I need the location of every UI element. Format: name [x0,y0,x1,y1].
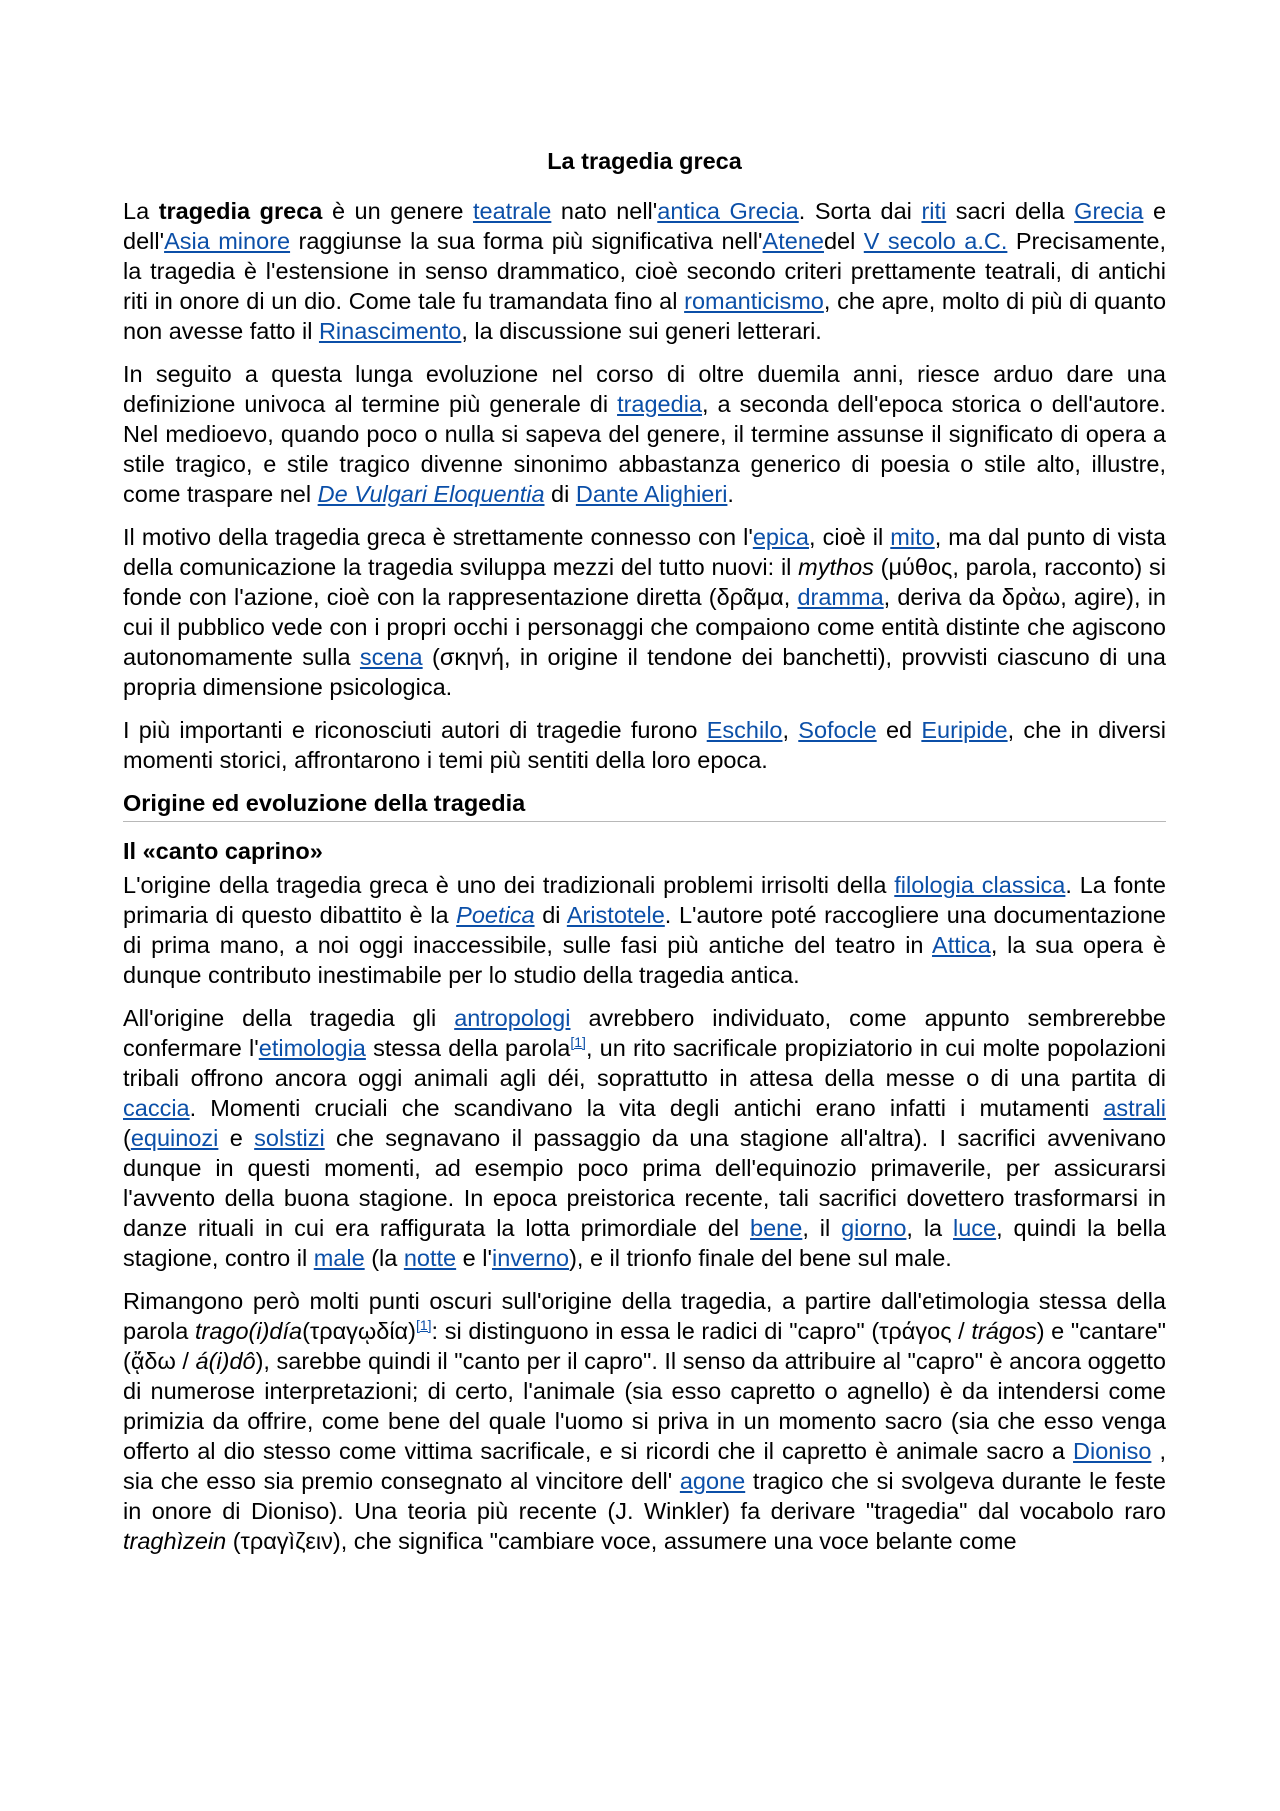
link-antropologi[interactable]: antropologi [454,1005,571,1031]
link-epica[interactable]: epica [752,524,809,550]
text-run: ed [876,717,922,743]
link-agone[interactable]: agone [679,1468,746,1494]
text-run: , il [802,1215,842,1241]
text-run: : si distinguono in essa le radici di "capro" (τράγος / [431,1318,972,1344]
link-bene[interactable]: bene [750,1215,803,1241]
subsection-heading-canto-caprino: Il «canto caprino» [123,838,323,864]
link-riti[interactable]: riti [921,198,947,224]
paragraph-antropologi [123,1003,1166,1273]
link-aristotele[interactable]: Aristotele [566,902,665,928]
paragraph-autori [123,715,1166,775]
link-astrali[interactable]: astrali [1103,1095,1166,1121]
link-caccia[interactable]: caccia [123,1095,190,1121]
text-run: , la discussione sui generi letterari. [461,318,822,344]
text-run: raggiunse la sua forma più significativa nell' [290,228,763,254]
italic-title: Poetica [456,902,535,928]
link-sofocle[interactable]: Sofocle [798,717,877,743]
text-run: , la [906,1215,954,1241]
paragraph-motivo [123,522,1166,702]
page-title: La tragedia greca [547,148,742,174]
text-run: ( [123,1125,131,1151]
text-run: La [123,198,159,224]
text-run: All'origine della tragedia gli [123,1005,455,1031]
link-poetica[interactable] [456,902,534,928]
link-eschilo[interactable]: Eschilo [706,717,783,743]
link-v-secolo[interactable]: V secolo a.C. [863,228,1008,254]
footnote-ref-1[interactable]: [1] [570,1034,586,1050]
link-scena[interactable]: scena [359,644,423,670]
text-run: , che apre, molto di più di quanto non avesse fatto il [123,288,1167,344]
text-run: e [218,1125,255,1151]
text-run: . La fonte primaria di questo dibattito è la [123,872,1166,928]
text-run: sacri della [946,198,1075,224]
italic-term: trago(i)día [194,1318,303,1344]
link-mito[interactable]: mito [890,524,935,550]
link-atene[interactable]: Atene [762,228,824,254]
text-run: , che in diversi momenti storici, affrontarono i temi più sentiti della loro epoca. [123,717,1167,773]
link-etimologia[interactable]: etimologia [258,1035,366,1061]
text-run: è un genere [322,198,473,224]
link-dioniso[interactable]: Dioniso [1073,1438,1152,1464]
italic-term: traghìzein [123,1528,227,1554]
paragraph-origine [123,870,1166,990]
text-run: di [544,481,576,507]
text-run: (μύθος, parola, racconto) si fonde con l'azione, cioè con la rappresentazione diretta (δρᾶμα, [123,554,1166,610]
paragraph-evoluzione [123,359,1166,509]
text-run: , deriva da δρὰω, agire), in cui il pubblico vede con i propri occhi i personaggi che compaiono come entità distinte che agiscono autonomamente sulla [123,584,1166,670]
text-run: (σκηνή, in origine il tendone dei banchetti), provvisti ciascuno di una propria dimensione psicologica. [123,644,1166,700]
italic-term: trágos [971,1318,1037,1344]
text-run: . Momenti cruciali che scandivano la vita degli antichi erano infatti i mutamenti [189,1095,1104,1121]
italic-term: mythos [798,554,874,580]
text-run: del [823,228,864,254]
text-run: stessa della parola [365,1035,571,1061]
link-equinozi[interactable]: equinozi [130,1125,219,1151]
text-run: , la sua opera è dunque contributo inestimabile per lo studio della tragedia antica. [123,932,1166,988]
document-page [123,146,1166,1569]
text-run: che segnavano il passaggio da una stagione all'altra). I sacrifici avvenivano dunque in questi momenti, ad esempio poco prima dell'equinozio primaverile, per assicurarsi l'avvento della buona stagione. In epoca preistorica recente, tali sacrifici dovettero trasformarsi in danze rituali in cui era raffigurata la lotta primordiale del [123,1125,1166,1241]
text-run: , quindi la bella stagione, contro il [123,1215,1166,1271]
text-run: . Sorta dai [798,198,922,224]
link-giorno[interactable]: giorno [841,1215,907,1241]
text-run: Il motivo della tragedia greca è strettamente connesso con l' [123,524,753,550]
link-luce[interactable]: luce [953,1215,997,1241]
text-run: , sia che esso sia premio consegnato al vincitore dell' [123,1438,1166,1494]
footnote-ref-1b[interactable]: [1] [415,1317,432,1333]
text-run: ) e "cantare" (ᾄδω / [123,1318,1166,1374]
text-run: I più importanti e riconosciuti autori di tragedie furono [123,717,707,743]
text-run: ), e il trionfo finale del bene sul male. [569,1245,952,1271]
section-heading-origine: Origine ed evoluzione della tragedia [123,788,1166,822]
link-inverno[interactable]: inverno [491,1245,570,1271]
text-run: , un rito sacrificale propiziatorio in cui molte popolazioni tribali offrono ancora oggi animali agli déi, soprattutto in attesa della messe o di una partita di [123,1035,1167,1091]
link-tragedia[interactable]: tragedia [617,391,702,417]
link-romanticismo[interactable]: romanticismo [684,288,824,314]
paragraph-etimologia [123,1286,1166,1556]
text-run: tragico che si svolgeva durante le feste in onore di Dioniso). Una teoria più recente (J. Winkler) fa derivare "tragedia" dal vocabolo raro [123,1468,1166,1524]
link-antica-grecia[interactable]: antica Grecia [657,198,799,224]
italic-title: De Vulgari Eloquentia [317,481,545,507]
text-run: (τραγῳδία) [302,1318,416,1344]
text-run: L'origine della tragedia greca è uno dei tradizionali problemi irrisolti della [123,872,895,898]
link-attica[interactable]: Attica [932,932,991,958]
text-run: ), sarebbe quindi il "canto per il capro". Il senso da attribuire al "capro" è ancora oggetto di numerose interpretazioni; di certo, l'animale (sia esso capretto o agnello) è da intendersi come primizia da offrire, come bene del quale l'uomo si priva in un momento sacro (sia che esso venga offerto al dio stesso come vittima sacrificale, e si ricordi che il capretto è animale sacro a [123,1348,1166,1464]
link-dante-alighieri[interactable]: Dante Alighieri [575,481,728,507]
bold-term: tragedia greca [158,198,323,224]
link-solstizi[interactable]: solstizi [254,1125,325,1151]
text-run: (la [364,1245,404,1271]
link-euripide[interactable]: Euripide [921,717,1008,743]
text-run: , a seconda dell'epoca storica o dell'autore. Nel medioevo, quando poco o nulla si sapeva del genere, il termine assunse il significato di opera a stile tragico, e stile tragico divenne sinonimo abbastanza generico di poesia o stile alto, illustre, come traspare nel [123,391,1167,507]
text-run: (τραγìζειν), che significa "cambiare voce, assumere una voce belante come [226,1528,1017,1554]
text-run: . [727,481,734,507]
link-grecia[interactable]: Grecia [1074,198,1144,224]
text-run: In seguito a questa lunga evoluzione nel corso di oltre duemila anni, riesce arduo dare una definizione univoca al termine più generale di [123,361,1166,417]
text-run: , [782,717,799,743]
italic-term: á(i)dô [195,1348,256,1374]
text-run: avrebbero individuato, come appunto sembrerebbe confermare l' [123,1005,1166,1061]
link-male[interactable]: male [313,1245,365,1271]
text-run: Rimangono però molti punti oscuri sull'origine della tragedia, a partire dall'etimologia stessa della parola [123,1288,1166,1344]
link-filologia-classica[interactable]: filologia classica [894,872,1066,898]
link-de-vulgari-eloquentia[interactable] [318,481,545,507]
intro-paragraph [123,196,1166,346]
link-rinascimento[interactable]: Rinascimento [318,318,462,344]
text-run: e l' [456,1245,492,1271]
text-run: nato nell' [551,198,658,224]
text-run: e dell' [123,198,1167,254]
text-run: di [534,902,567,928]
text-run: . L'autore poté raccogliere una documentazione di prima mano, a noi oggi inaccessibile, sulle fasi più antiche del teatro in [123,902,1166,958]
link-dramma[interactable]: dramma [797,584,884,610]
text-run: , cioè il [809,524,891,550]
text-run: Precisamente, la tragedia è l'estensione in senso drammatico, cioè secondo criteri prettamente teatrali, di antichi riti in onore di un dio. Come tale fu tramandata fino al [123,228,1167,314]
link-notte[interactable]: notte [403,1245,457,1271]
link-asia-minore[interactable]: Asia minore [164,228,291,254]
text-run: , ma dal punto di vista della comunicazione la tragedia sviluppa mezzi del tutto nuovi: il [123,524,1166,580]
link-teatrale[interactable]: teatrale [472,198,552,224]
